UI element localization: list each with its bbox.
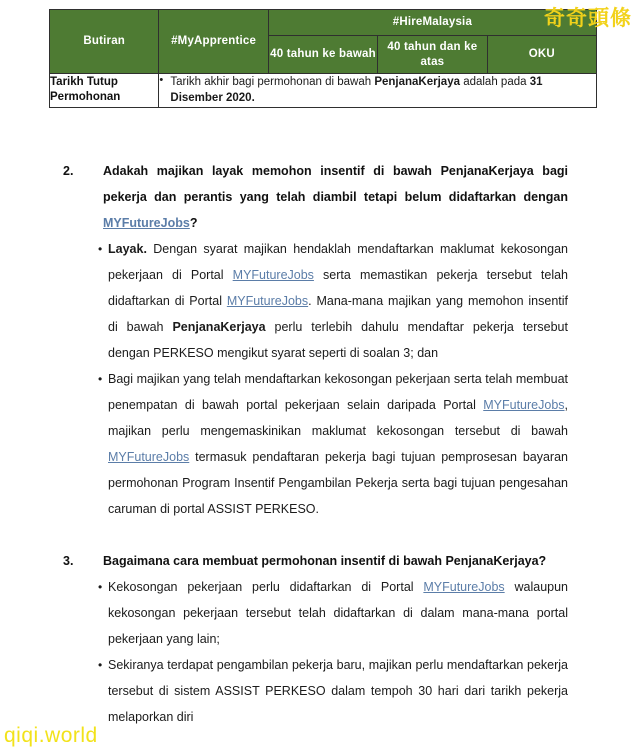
- bullet-text-part: Kekosongan pekerjaan perlu didaftarkan di Portal: [108, 580, 424, 594]
- bullet-lead-layak: Layak.: [108, 242, 147, 256]
- section-gap: [0, 522, 640, 548]
- table-header-myapprentice: #MyApprentice: [159, 10, 268, 74]
- bullet-text-part: perlu terlebih dahulu mendaftar pekerja tersebut dengan PERKESO mengikut syarat seperti di soalan 3; dan: [108, 320, 568, 360]
- faq-content: [0, 158, 640, 730]
- watermark-site-url: qiqi.world: [4, 724, 98, 747]
- table-header-oku: OKU: [487, 36, 596, 74]
- list-item: [98, 574, 568, 652]
- list-item: [98, 652, 568, 730]
- summary-table-container: [49, 9, 597, 108]
- table-cell-row-body: [159, 74, 597, 108]
- bullet-bold-penjanakerjaya: PenjanaKerjaya: [374, 76, 460, 88]
- bullet-text-part: walaupun kekosongan pekerjaan tersebut telah didaftarkan di dalam mana-mana portal pekerjaan yang lain;: [108, 580, 568, 646]
- table-row: [50, 74, 597, 108]
- link-myfuturejobs[interactable]: MYFutureJobs: [226, 294, 309, 308]
- bullet-bold-date: 31 Disember 2020.: [170, 76, 543, 105]
- link-myfuturejobs[interactable]: MYFutureJobs: [423, 580, 505, 594]
- bullet-text-part: adalah pada: [460, 76, 530, 88]
- table-header-hiremalaysia: #HireMalaysia: [268, 10, 596, 36]
- list-item: [98, 236, 568, 366]
- watermark-chinese-logo: 奇奇頭條: [544, 6, 632, 30]
- link-myfuturejobs[interactable]: MYFutureJobs: [483, 398, 565, 412]
- link-myfuturejobs[interactable]: MYFutureJobs: [103, 216, 190, 230]
- bullet-text-part: termasuk pendaftaran pekerja bagi tujuan pemprosesan bayaran permohonan Program Insentif Pengambilan Pekerja serta bagi tujuan pengesahan caruman di portal ASSIST PERKESO.: [108, 450, 568, 516]
- question-3-number: 3.: [63, 554, 74, 568]
- question-3: [0, 548, 640, 574]
- question-2-text-part: Adakah majikan layak memohon insentif di bawah PenjanaKerjaya bagi pekerja dan perantis yang telah diambil tetapi belum didaftarkan dengan: [103, 164, 568, 204]
- table-header-butiran: Butiran: [50, 10, 159, 74]
- table-cell-row-label: Tarikh Tutup Permohonan: [50, 74, 159, 108]
- bullet-text-part: , majikan perlu mengemaskinikan maklumat kekosongan tersebut di bawah: [108, 398, 568, 438]
- question-2-number: 2.: [63, 164, 74, 178]
- question-3-bullets: [0, 574, 640, 730]
- question-2-bullets: [0, 236, 640, 522]
- link-myfuturejobs[interactable]: MYFutureJobs: [232, 268, 314, 282]
- question-2-text: [103, 158, 568, 236]
- bullet-bold-penjanakerjaya: PenjanaKerjaya: [172, 320, 266, 334]
- bullet-text-part: Tarikh akhir bagi permohonan di bawah: [170, 76, 375, 88]
- bullet-text-part: Bagi majikan yang telah mendaftarkan kekosongan pekerjaan serta telah membuat penempatan di bawah portal pekerjaan selain daripada Portal: [108, 372, 568, 412]
- question-3-text: Bagaimana cara membuat permohonan insentif di bawah PenjanaKerjaya?: [103, 554, 547, 568]
- table-cell-bullet: [159, 74, 596, 107]
- summary-table: [49, 9, 597, 108]
- bullet-text-part: . Mana-mana majikan yang memohon insentif di bawah: [108, 294, 569, 334]
- table-header-row-1: [50, 10, 597, 36]
- bullet-text-part: Dengan syarat majikan hendaklah mendaftarkan maklumat kekosongan pekerjaan di Portal: [108, 242, 568, 282]
- question-2: [0, 158, 640, 236]
- link-myfuturejobs[interactable]: MYFutureJobs: [108, 450, 190, 464]
- list-item: [98, 366, 568, 522]
- table-header-under-40: 40 tahun ke bawah: [268, 36, 377, 74]
- table-header-over-40: 40 tahun dan ke atas: [378, 36, 487, 74]
- bullet-text-part: serta memastikan pekerja tersebut telah didaftarkan di Portal: [108, 268, 568, 308]
- bullet-text-part: Sekiranya terdapat pengambilan pekerja baru, majikan perlu mendaftarkan pekerja tersebut di sistem ASSIST PERKESO dalam tempoh 30 hari dari tarikh pekerja melaporkan diri: [108, 658, 568, 724]
- question-2-text-part: ?: [189, 216, 198, 230]
